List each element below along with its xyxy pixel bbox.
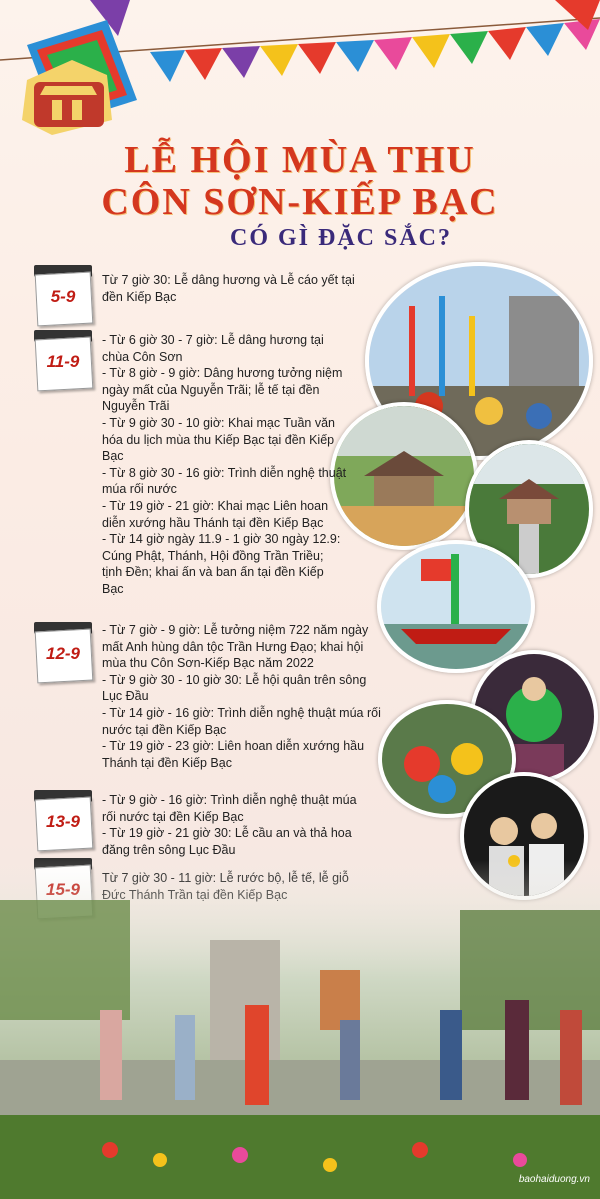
title-line-3: CÓ GÌ ĐẶC SẮC? [230,225,453,251]
schedule-line: - Từ 9 giờ 30 - 10 giờ 30: Lễ hội quân trên sông Lục Đầu [102,672,367,704]
title-line-1: LỄ HỘI MÙA THU [124,139,476,181]
schedule-line: - Từ 8 giờ - 9 giờ: Dâng hương tưởng niệm ngày mất của Nguyễn Trãi; lễ tế tại đền Nguyễn Trãi [102,366,343,414]
schedule-text [102,792,372,858]
schedule-text [102,272,362,305]
source-watermark: baohaiduong.vn [518,1174,590,1185]
calendar-icon [34,622,92,682]
schedule-line: - Từ 14 giờ ngày 11.9 - 1 giờ 30 ngày 12.9: Cúng Phật, Thánh, Hội đồng Trần Triều; tịnh Đền; khai ấn và ban ấn tại đền Kiếp Bạc [102,532,341,596]
schedule-line: - Từ 6 giờ 30 - 7 giờ: Lễ dâng hương tại chùa Côn Sơn [102,333,324,364]
schedule-line: - Từ 9 giờ 30 - 10 giờ: Khai mạc Tuần văn hóa du lịch mùa thu Kiếp Bạc tại đền Kiếp Bạc [102,415,335,464]
calendar-icon [34,790,92,850]
schedule-line: - Từ 7 giờ - 9 giờ: Lễ tưởng niệm 722 năm ngày mất Anh hùng dân tộc Trần Hưng Đạo; khai hội mùa thu Côn Sơn-Kiếp Bạc năm 2022 [102,623,369,671]
calendar-icon [34,330,92,390]
calendar-icon [34,265,92,325]
schedule-text [102,332,347,598]
title-line-2: CÔN SƠN-KIẾP BẠC [101,181,499,223]
date-label: 13-9 [45,812,81,831]
schedule-line: - Từ 19 giờ - 23 giờ: Liên hoan diễn xướng hầu Thánh tại đền Kiếp Bạc [102,739,365,770]
date-label: 5-9 [50,287,76,306]
date-label: 12-9 [45,644,81,663]
festival-logo [12,20,142,150]
schedule-text [102,622,384,771]
schedule-line: - Từ 9 giờ - 16 giờ: Trình diễn nghệ thuật múa rối nước tại đền Kiếp Bạc [102,793,357,824]
schedule-line: - Từ 19 giờ - 21 giờ: Khai mạc Liên hoan diễn xướng hầu Thánh tại đền Kiếp Bạc [102,498,329,530]
date-label: 11-9 [46,352,80,371]
temple-photo [330,402,478,550]
schedule-line: - Từ 8 giờ 30 - 16 giờ: Trình diễn nghệ thuật múa rối nước [102,465,347,497]
schedule-line: - Từ 14 giờ - 16 giờ: Trình diễn nghệ thuật múa rối nước tại đền Kiếp Bạc [102,705,381,737]
schedule-line: - Từ 19 giờ - 21 giờ 30: Lễ cầu an và thả hoa đăng trên sông Lục Đầu [102,826,352,857]
festival-crowd-photo [0,860,600,1199]
schedule-line: Từ 7 giờ 30: Lễ dâng hương và Lễ cáo yết tại đền Kiếp Bạc [102,273,355,304]
